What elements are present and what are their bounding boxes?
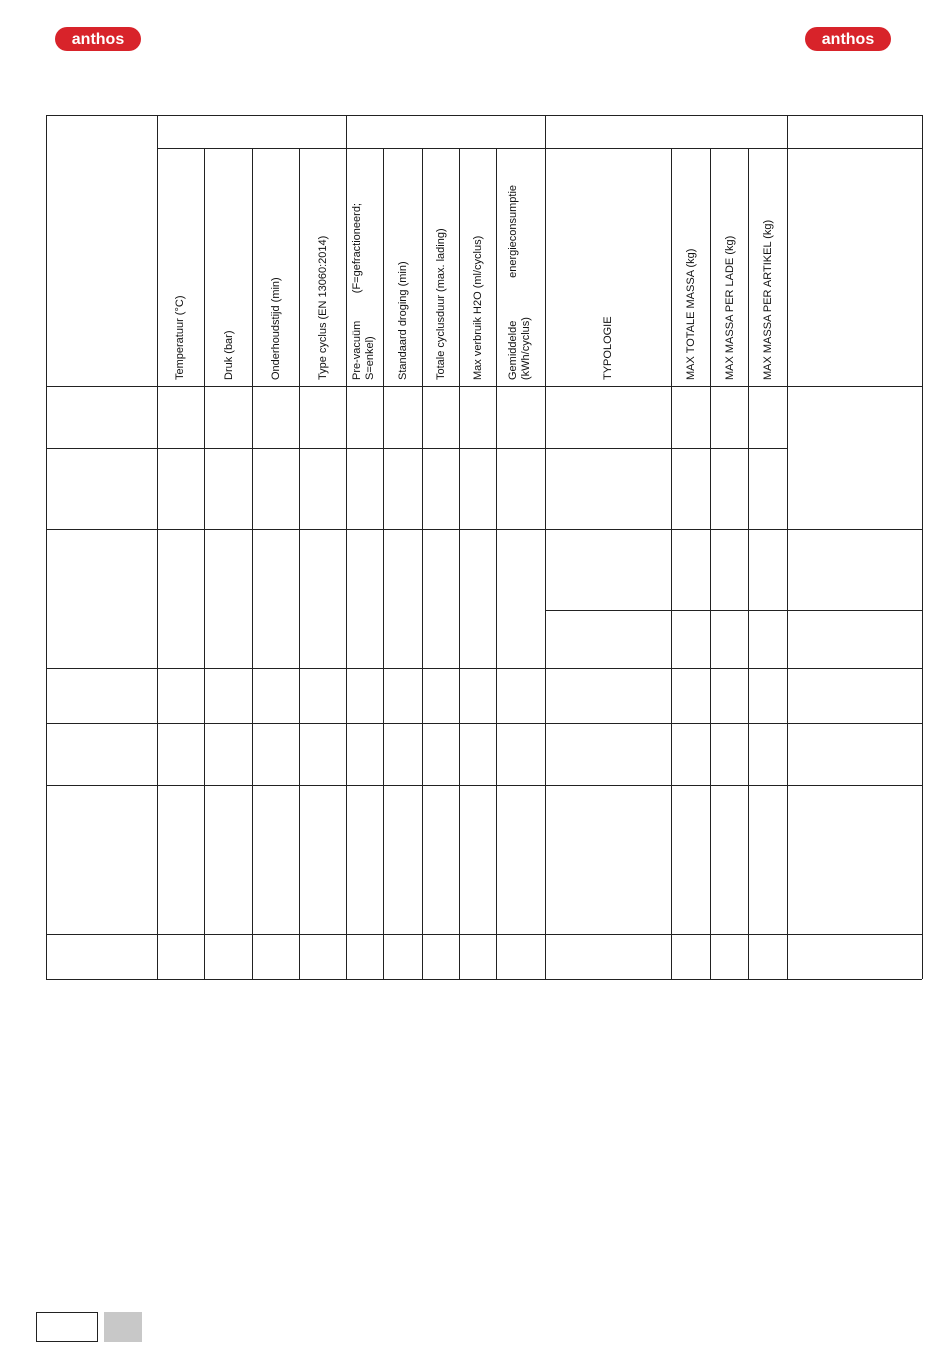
header-standard-drying: Standaard droging (min)	[397, 261, 409, 380]
table-left-border	[46, 115, 47, 979]
header-typology: TYPOLOGIE	[602, 316, 614, 380]
column-divider	[157, 115, 158, 979]
row-line	[46, 785, 922, 786]
header-bottom-line	[46, 386, 922, 387]
row-line	[46, 668, 922, 669]
header-temperature: Temperatuur (°C)	[174, 295, 186, 380]
header-max-mass-per-tray: MAX MASSA PER LADE (kg)	[724, 235, 736, 380]
logo-text: anthos	[71, 31, 125, 48]
column-divider	[383, 148, 384, 979]
column-divider	[204, 148, 205, 979]
header-cycle-type: Type cyclus (EN 13060:2014)	[317, 235, 329, 380]
table-top-border	[46, 115, 922, 116]
column-divider	[422, 148, 423, 979]
column-divider	[299, 148, 300, 979]
group-divider	[545, 115, 546, 979]
column-divider	[496, 148, 497, 979]
header-avg-energy: Gemiddelde energieconsumptie (kWh/cyclus)	[507, 184, 532, 380]
header-total-cycle-duration: Totale cyclusduur (max. lading)	[435, 228, 447, 380]
row-line	[46, 723, 922, 724]
row-line	[46, 934, 922, 935]
column-divider	[252, 148, 253, 979]
page-number-box	[36, 1312, 98, 1342]
header-pre-vacuum: Pre-vacuüm (F=gefractioneerd; S=enkel)	[351, 203, 376, 380]
header-max-total-mass: MAX TOTALE MASSA (kg)	[685, 248, 697, 380]
table-bottom-border	[46, 979, 922, 980]
column-divider	[748, 148, 749, 979]
header-pressure: Druk (bar)	[223, 330, 235, 380]
language-tab-box	[104, 1312, 142, 1342]
logo-text: anthos	[821, 31, 875, 48]
header-max-water-consumption: Max verbruik H2O (ml/cyclus)	[472, 235, 484, 380]
header-holding-time: Onderhoudstijd (min)	[270, 277, 282, 380]
group-divider	[787, 115, 788, 979]
row-subline	[545, 610, 922, 611]
group-divider	[346, 115, 347, 979]
column-divider	[710, 148, 711, 979]
header-subline	[157, 148, 922, 149]
column-divider	[459, 148, 460, 979]
table-right-border	[922, 115, 923, 979]
header-max-mass-per-item: MAX MASSA PER ARTIKEL (kg)	[762, 219, 774, 380]
column-divider	[671, 148, 672, 979]
row-line	[46, 529, 922, 530]
